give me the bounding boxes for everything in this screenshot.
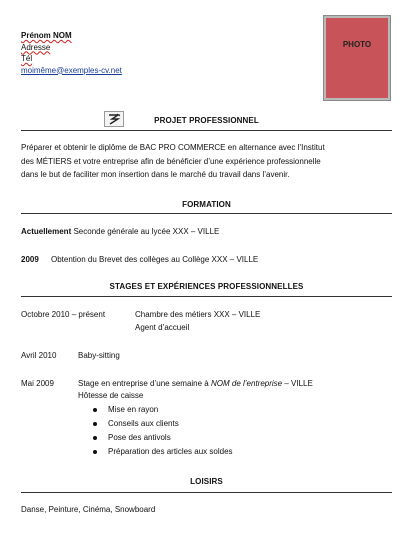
stage-place-text: Stage en entreprise d’une semaine à (78, 379, 211, 388)
stage-place (78, 378, 313, 390)
formation-item (21, 254, 39, 266)
contact-block (21, 30, 122, 76)
stage-date: Octobre 2010 – présent (21, 310, 106, 319)
section-title-loisirs: LOISIRS (190, 477, 223, 486)
projet-line: Préparer et obtenir le diplôme de BAC PRO COMMERCE en alternance avec l’Institut (21, 143, 325, 152)
loisirs-text: Danse, Peinture, Cinéma, Snowboard (21, 505, 156, 514)
formation-item (21, 226, 219, 238)
company-name: NOM de l’entreprise (210, 379, 283, 388)
formation-text: Obtention du Brevet des collèges au Collège XXX – VILLE (51, 255, 259, 264)
name-line (21, 30, 122, 42)
section-title-formation: FORMATION (182, 200, 231, 209)
photo-label: PHOTO (342, 40, 372, 49)
formation-date: 2009 (21, 255, 39, 264)
list-item: Conseils aux clients (90, 417, 233, 431)
full-name: Prénom NOM (21, 31, 72, 40)
projet-line: dans le but de faciliter mon insertion dans le marché du travail dans l’avenir. (21, 170, 290, 179)
stage-place: Baby-sitting (78, 351, 120, 360)
list-item: Préparation des articles aux soldes (90, 445, 233, 459)
formation-date: Actuellement (21, 227, 72, 236)
formation-text: Seconde générale au lycée XXX – VILLE (73, 227, 220, 236)
address: Adresse (21, 42, 51, 52)
stage-role: Agent d’accueil (135, 323, 190, 332)
task-list (90, 403, 233, 459)
phone: Tél (21, 54, 33, 63)
stage-role: Hôtesse de caisse (78, 391, 144, 400)
section-divider (21, 296, 392, 297)
stage-place: Chambre des métiers XXX – VILLE (135, 310, 261, 319)
section-divider (21, 213, 392, 214)
section-divider (21, 492, 392, 493)
stage-date: Avril 2010 (21, 351, 57, 360)
section-title-projet: PROJET PROFESSIONNEL (154, 116, 259, 125)
projet-line: des MÉTIERS et votre entreprise afin de bénéficier d’une expérience professionnelle (21, 156, 321, 166)
section-divider (21, 130, 392, 131)
section-title-stages: STAGES ET EXPÉRIENCES PROFESSIONNELLES (109, 282, 304, 291)
stage-place-city: – VILLE (282, 379, 313, 388)
email-link[interactable]: moimême@exemples-cv.net (21, 65, 122, 75)
projet-paragraph (21, 141, 401, 182)
list-item: Pose des antivols (90, 431, 233, 445)
photo-placeholder (324, 16, 390, 100)
list-item: Mise en rayon (90, 403, 233, 417)
stage-date: Mai 2009 (21, 379, 54, 388)
